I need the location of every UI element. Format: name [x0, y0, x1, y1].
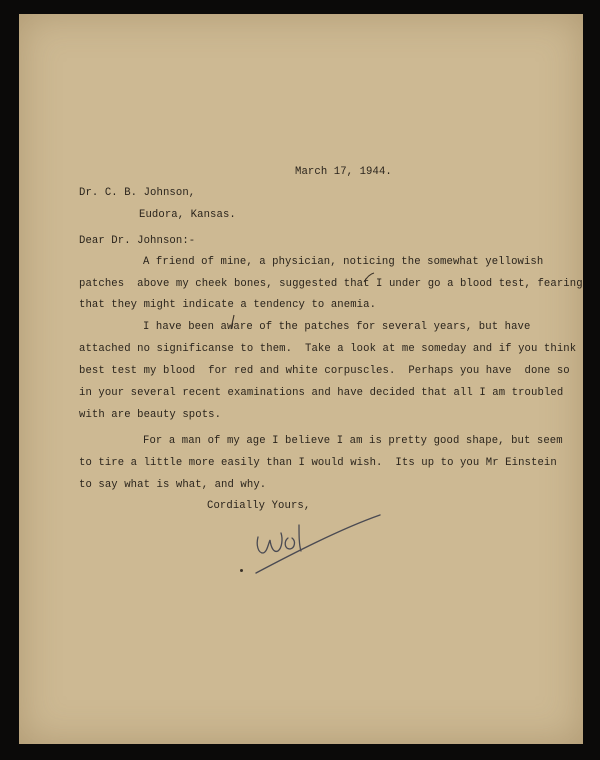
- pen-correction-mark: [228, 313, 242, 331]
- salutation: Dear Dr. Johnson:-: [79, 235, 196, 247]
- recipient-name: Dr. C. B. Johnson,: [79, 187, 196, 199]
- body-line: with are beauty spots.: [79, 409, 222, 421]
- body-line: I have been aware of the patches for several years, but have: [143, 321, 531, 333]
- body-line: to say what is what, and why.: [79, 479, 267, 491]
- body-line: that they might indicate a tendency to anemia.: [79, 299, 377, 311]
- pen-correction-mark: [362, 271, 376, 285]
- ink-dot: [240, 569, 243, 572]
- body-line: For a man of my age I believe I am is pretty good shape, but seem: [143, 435, 563, 447]
- body-line: patches above my cheek bones, suggested that I under go a blood test, fearing: [79, 278, 583, 290]
- letter-date: March 17, 1944.: [295, 166, 392, 178]
- body-line: best test my blood for red and white corpuscles. Perhaps you have done so: [79, 365, 570, 377]
- body-line: to tire a little more easily than I would wish. Its up to you Mr Einstein: [79, 457, 557, 469]
- body-line: in your several recent examinations and have decided that all I am troubled: [79, 387, 564, 399]
- letter-page: [19, 14, 583, 744]
- closing: Cordially Yours,: [207, 500, 311, 512]
- body-line: A friend of mine, a physician, noticing the somewhat yellowish: [143, 256, 544, 268]
- handwritten-signature: [250, 505, 390, 585]
- body-line: attached no significanse to them. Take a look at me someday and if you think: [79, 343, 577, 355]
- recipient-location: Eudora, Kansas.: [139, 209, 236, 221]
